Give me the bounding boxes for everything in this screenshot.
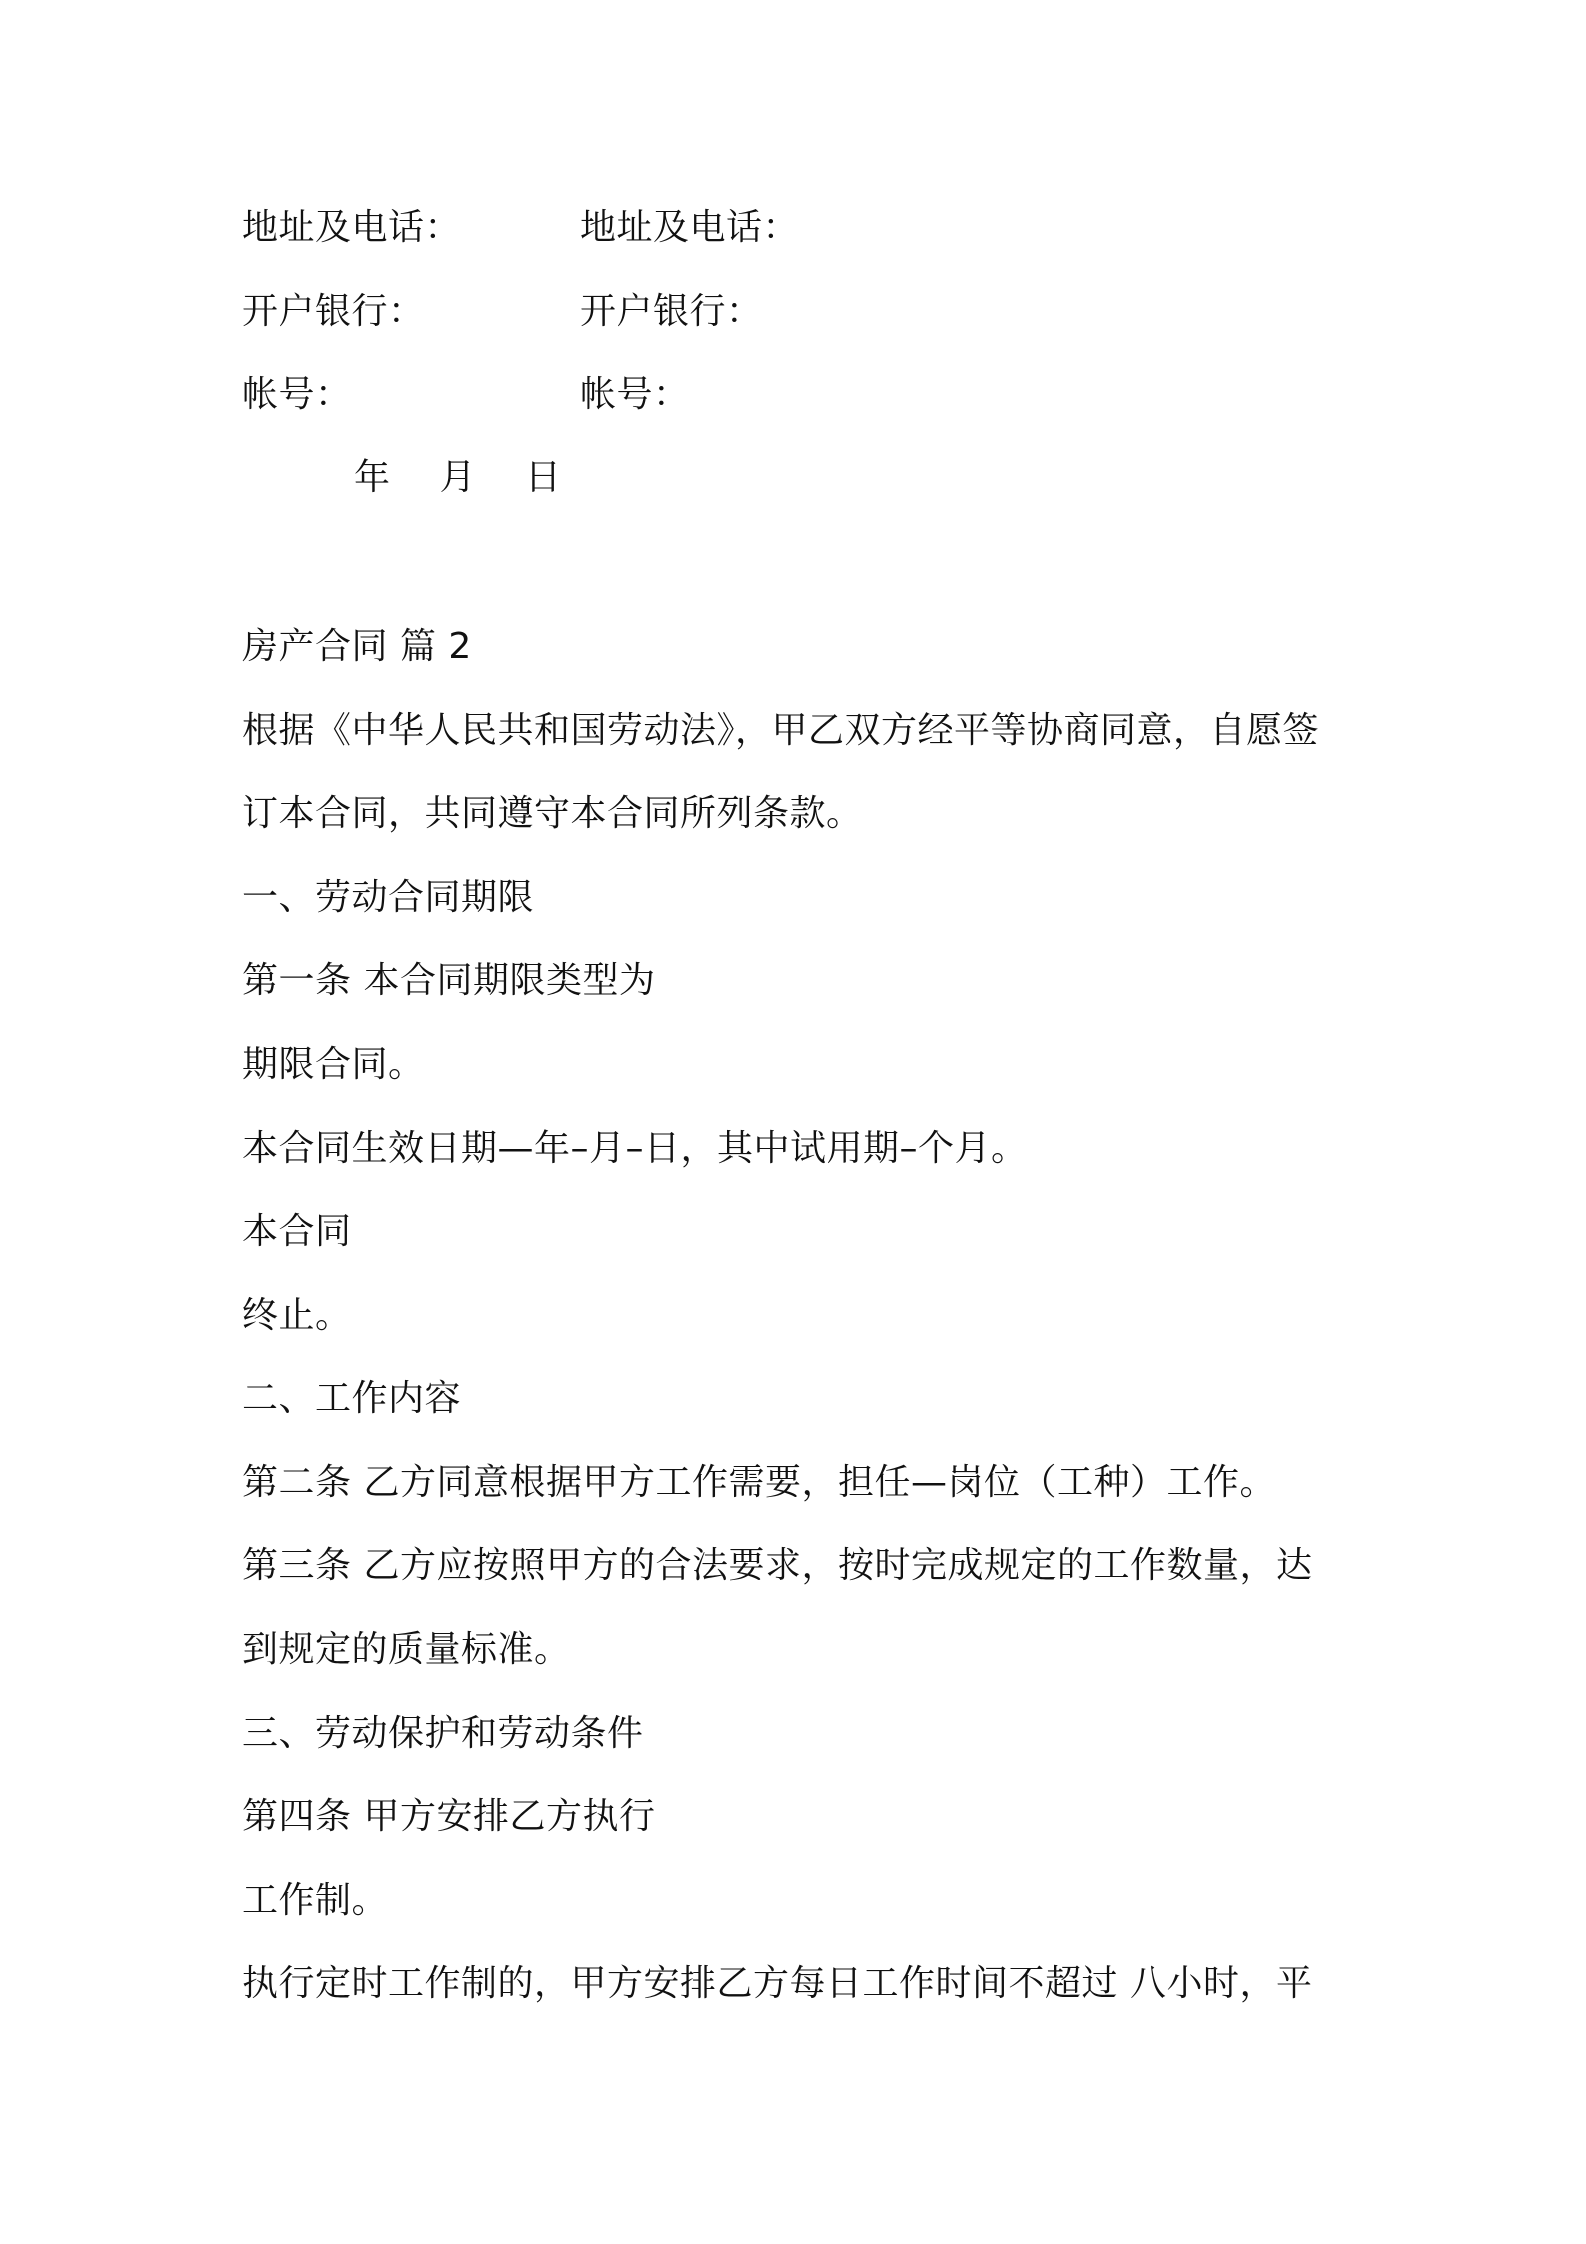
intro-line-2: 订本合同，共同遵守本合同所列条款。 (242, 793, 863, 834)
date-day: 日 (524, 457, 561, 498)
date-year: 年 (354, 457, 391, 498)
article-2-line: 第二条 乙方同意根据甲方工作需要，担任—岗位（工种）工作。 (242, 1462, 1276, 1503)
party-b-account-label: 帐号： (580, 374, 690, 415)
article-3-line-2: 到规定的质量标准。 (242, 1629, 571, 1670)
intro-line-1: 根据《中华人民共和国劳动法》，甲乙双方经平等协商同意，自愿签 (242, 710, 1320, 751)
termination-line-2: 终止。 (242, 1295, 352, 1336)
article-3-line-1: 第三条 乙方应按照甲方的合法要求，按时完成规定的工作数量，达 (242, 1545, 1313, 1586)
article-1-line-2: 期限合同。 (242, 1044, 425, 1085)
date-month: 月 (439, 457, 476, 498)
termination-line-1: 本合同 (242, 1211, 352, 1252)
signature-date (354, 456, 599, 500)
section-3-heading: 三、劳动保护和劳动条件 (242, 1713, 644, 1754)
article-4-line-3: 执行定时工作制的，甲方安排乙方每日工作时间不超过 八小时，平 (242, 1963, 1313, 2004)
party-a-account-label: 帐号： (242, 374, 352, 415)
article-1-line-1: 第一条 本合同期限类型为 (242, 960, 656, 1001)
party-b-address-phone-label: 地址及电话： (580, 207, 800, 248)
party-b-bank-label: 开户银行： (580, 291, 763, 332)
party-a-address-phone-label: 地址及电话： (242, 207, 462, 248)
section-1-heading: 一、劳动合同期限 (242, 877, 535, 918)
section-2-heading: 二、工作内容 (242, 1378, 462, 1419)
effective-date-line: 本合同生效日期—年–月–日，其中试用期–个月。 (242, 1128, 1028, 1169)
article-4-line-1: 第四条 甲方安排乙方执行 (242, 1796, 656, 1837)
article-4-line-2: 工作制。 (242, 1880, 389, 1921)
document-title: 房产合同 篇 2 (242, 626, 472, 667)
party-a-bank-label: 开户银行： (242, 291, 425, 332)
